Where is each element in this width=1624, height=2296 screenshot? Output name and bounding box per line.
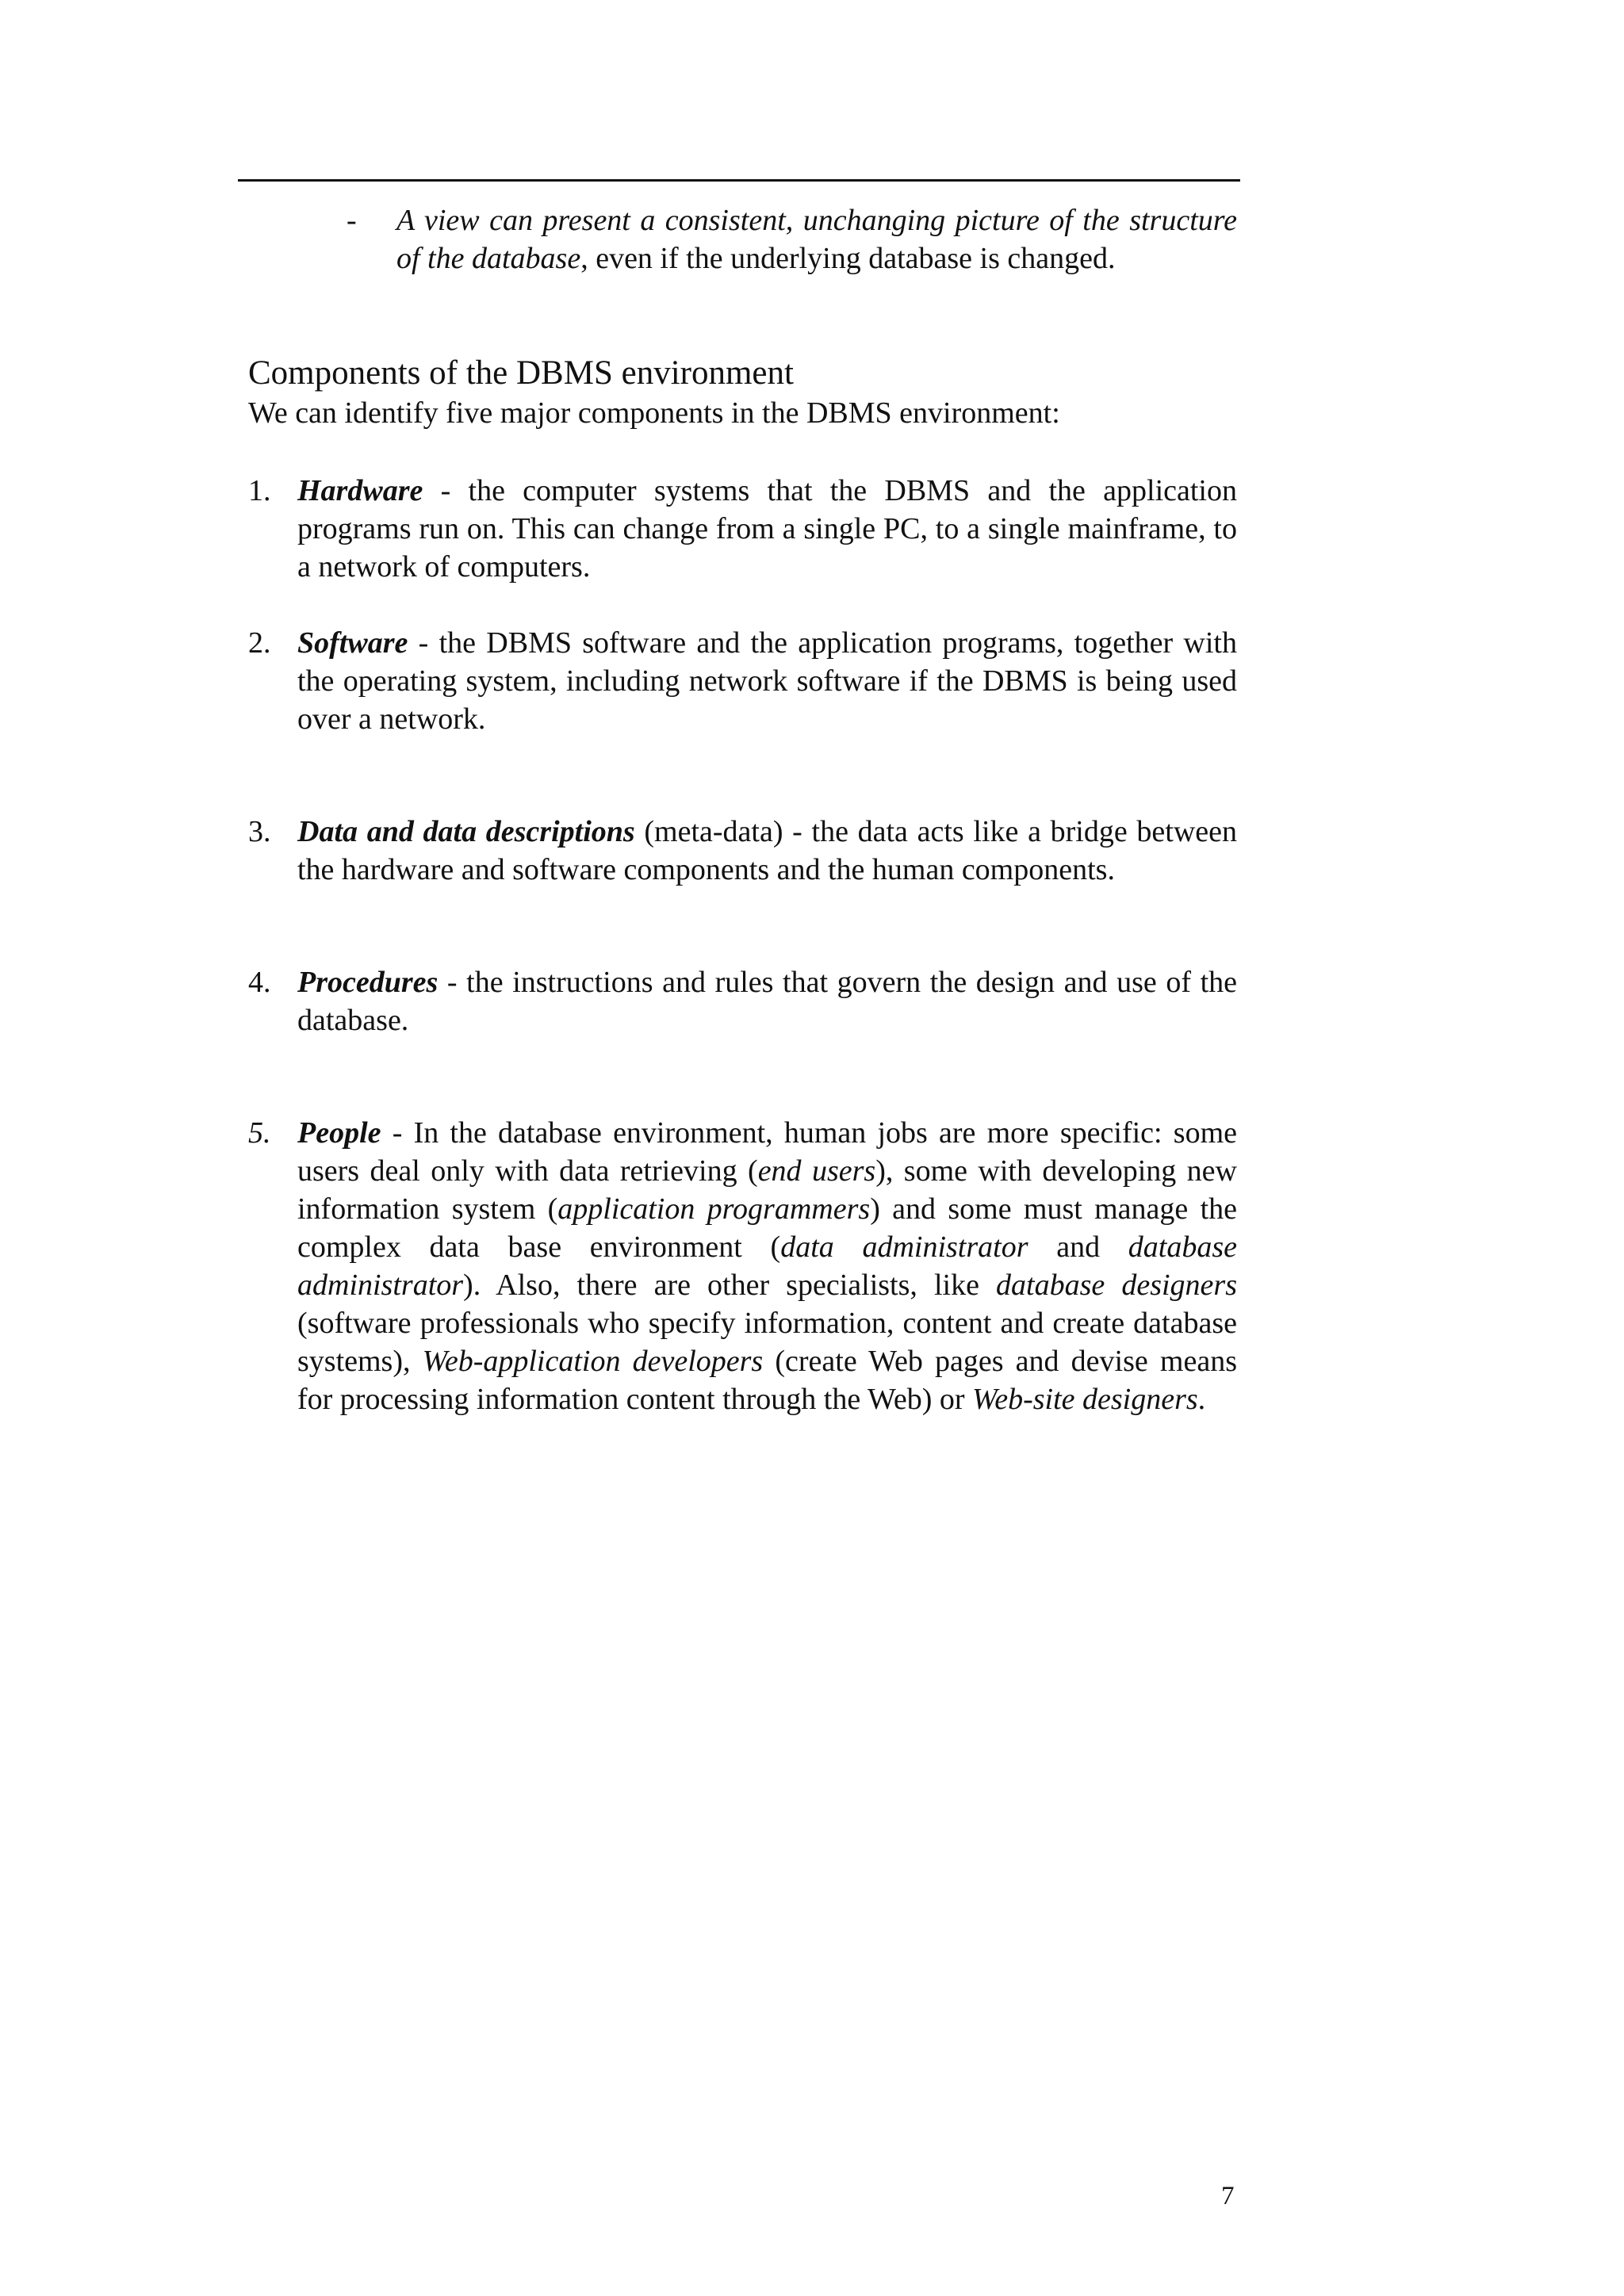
list-item-number: 2. <box>248 626 271 660</box>
section-intro: We can identify five major components in the DBMS environment: <box>248 396 1060 430</box>
list-item-text: - the instructions and rules that govern the design and use of the database. <box>297 966 1237 1037</box>
list-item-number: 5. <box>248 1116 271 1150</box>
header-rule <box>238 179 1240 182</box>
list-item-term: Procedures <box>297 966 439 999</box>
role-end-users: end users <box>757 1154 876 1188</box>
list-item-text: ) and some must manage the complex data base environment ( <box>297 1192 1238 1264</box>
bullet-paragraph <box>396 201 1237 277</box>
page-number: 7 <box>1221 2182 1235 2210</box>
list-item-text: and <box>1028 1230 1128 1264</box>
bullet-rest-text: , even if the underlying database is changed. <box>580 242 1116 275</box>
list-item-text: - the computer systems that the DBMS and the application programs run on. This can change from a single PC, to a single mainframe, to a network of computers. <box>297 474 1237 584</box>
role-data-administrator: data administrator <box>780 1230 1028 1264</box>
list-item-term: Data and data descriptions <box>297 815 635 848</box>
list-item-text: (meta-data) - the data acts like a bridge between the hardware and software components and the human components. <box>297 815 1237 886</box>
list-item-term: Hardware <box>297 474 423 507</box>
role-database-administrator: database administrator <box>297 1230 1237 1302</box>
list-item-text: - In the database environment, human jobs are more specific: some users deal only with data retrieving ( <box>297 1116 1237 1188</box>
list-item-term: People <box>297 1116 381 1150</box>
role-web-site-designers: Web-site designers <box>972 1383 1198 1416</box>
list-item-text: ), some with developing new information system ( <box>297 1154 1237 1226</box>
list-item-number: 1. <box>248 474 271 507</box>
bullet-marker: - <box>347 204 357 237</box>
role-database-designers: database designers <box>996 1269 1237 1302</box>
list-item-text: - the DBMS software and the application programs, together with the operating system, including network software if the DBMS is being used over a network. <box>297 626 1237 736</box>
role-web-application-developers: Web-application developers <box>422 1345 764 1378</box>
bullet-italic-text: A view can present a consistent, unchanging picture of the structure of the database <box>396 204 1237 275</box>
list-item-term: Software <box>297 626 408 660</box>
section-heading: Components of the DBMS environment <box>248 354 794 392</box>
role-application-programmers: application programmers <box>557 1192 871 1226</box>
list-item-number: 3. <box>248 815 271 848</box>
list-item-text: (software professionals who specify information, content and create database systems), <box>297 1307 1237 1378</box>
list-item-number: 4. <box>248 966 271 999</box>
list-item-text: . <box>1197 1383 1206 1416</box>
list-item-text: ). Also, there are other specialists, like <box>463 1269 997 1302</box>
list-item-text: (create Web pages and devise means for processing information content through the Web) or <box>297 1345 1237 1416</box>
